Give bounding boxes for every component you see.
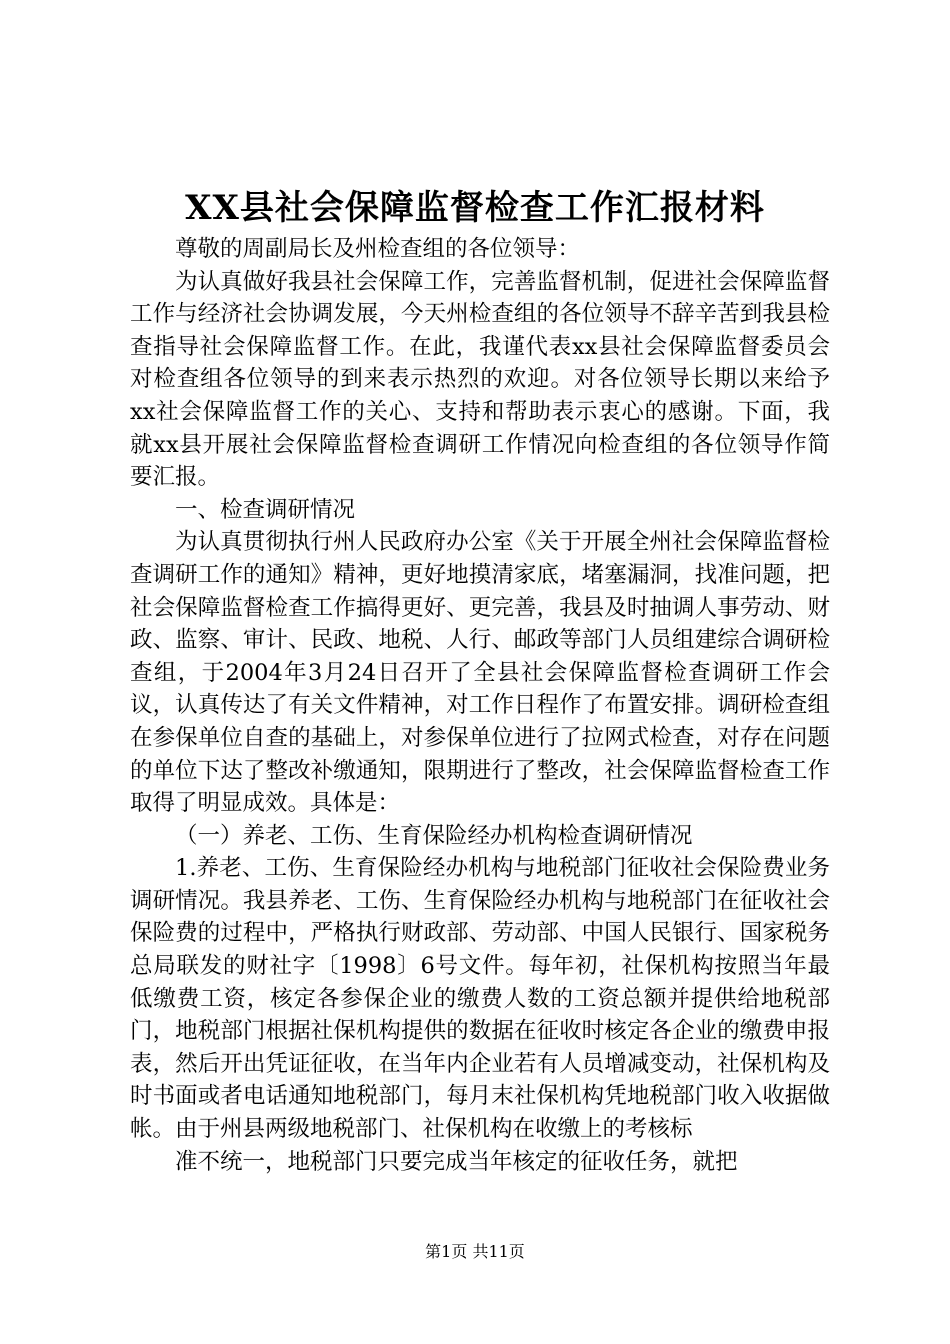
page-number-footer: 第1页 共11页 <box>425 1242 525 1261</box>
item-1-paragraph: 1.养老、工伤、生育保险经办机构与地税部门征收社会保险费业务调研情况。我县养老、工伤、生育保险经办机构与地税部门在征收社会保险费的过程中，严格执行财政部、劳动部、中国人民银行、国家税务总局联发的财社字〔1998〕6号文件。每年初，社保机构按照当年最低缴费工资，核定各参保企业的缴费人数的工资总额并提供给地税部门，地税部门根据社保机构提供的数据在征收时核定各企业的缴费申报表，然后开出凭证征收，在当年内企业若有人员增减变动，社保机构及时书面或者电话通知地税部门，每月末社保机构凭地税部门收入收据做帐。由于州县两级地税部门、社保机构在收缴上的考核标 <box>130 855 830 1143</box>
document-title: XX县社会保障监督检查工作汇报材料 <box>185 188 765 228</box>
section-heading-1: 一、检查调研情况 <box>175 496 356 523</box>
continuation-paragraph: 准不统一，地税部门只要完成当年核定的征收任务，就把 <box>175 1148 738 1175</box>
section-1-paragraph: 为认真贯彻执行州人民政府办公室《关于开展全州社会保障监督检查调研工作的通知》精神，更好地摸清家底，堵塞漏洞，找准问题，把社会保障监督检查工作搞得更好、更完善，我县及时抽调人事劳动、财政、监察、审计、民政、地税、人行、邮政等部门人员组建综合调研检查组，于2004年3月24日召开了全县社会保障监督检查调研工作会议，认真传达了有关文件精神，对工作日程作了布置安排。调研检查组在参保单位自查的基础上，对参保单位进行了拉网式检查，对存在问题的单位下达了整改补缴通知，限期进行了整改，社会保障监督检查工作取得了明显成效。具体是： <box>130 529 830 817</box>
subsection-heading-1: （一）养老、工伤、生育保险经办机构检查调研情况 <box>175 822 693 849</box>
document-body <box>130 233 830 1178</box>
intro-paragraph: 为认真做好我县社会保障工作，完善监督机制，促进社会保障监督工作与经济社会协调发展，今天州检查组的各位领导不辞辛苦到我县检查指导社会保障监督工作。在此，我谨代表xx县社会保障监督委员会对检查组各位领导的到来表示热烈的欢迎。对各位领导长期以来给予xx社会保障监督工作的关心、支持和帮助表示衷心的感谢。下面，我就xx县开展社会保障监督检查调研工作情况向检查组的各位领导作简要汇报。 <box>130 268 830 491</box>
salutation-paragraph: 尊敬的周副局长及州检查组的各位领导： <box>175 236 581 262</box>
